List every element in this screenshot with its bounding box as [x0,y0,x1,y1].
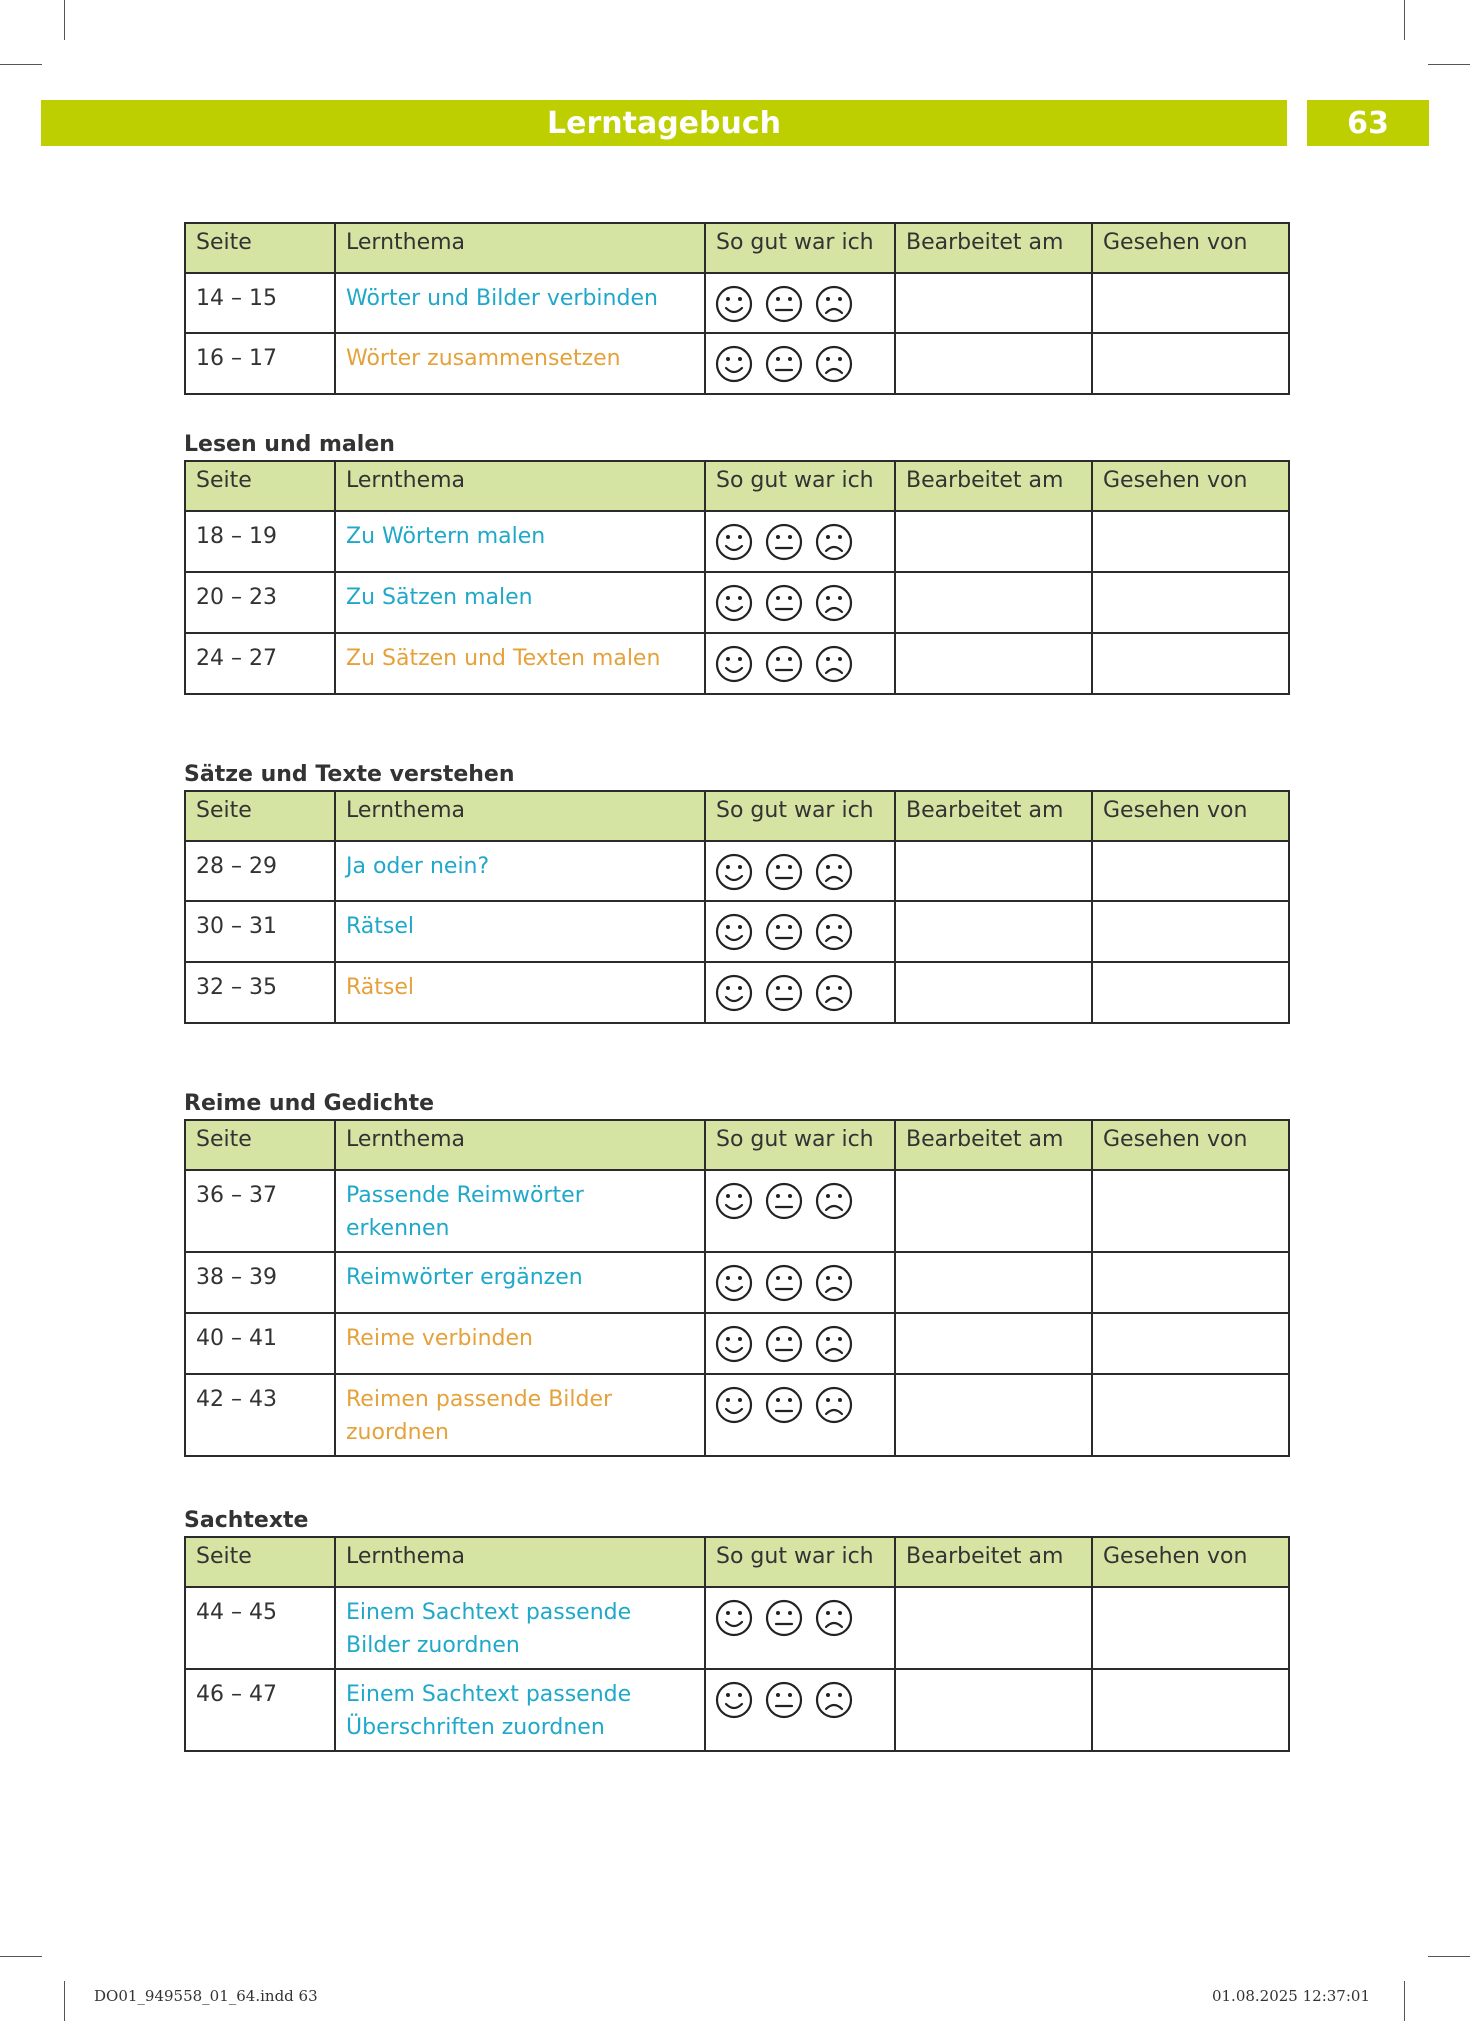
smiley-neutral-icon[interactable] [764,1680,804,1720]
smiley-sad-icon[interactable] [814,973,854,1013]
col-gesehen-von-header: Gesehen von [1092,1120,1289,1170]
rating-cell [705,841,895,901]
col-seite-header: Seite [185,223,335,273]
smiley-sad-icon[interactable] [814,1385,854,1425]
rating-cell [705,273,895,333]
page-range: 32 – 35 [185,962,335,1023]
topic-label: Wörter zusammensetzen [335,333,705,394]
smiley-neutral-icon[interactable] [764,344,804,384]
smiley-sad-icon[interactable] [814,852,854,892]
table-row [185,572,1289,633]
table-row [185,1587,1289,1669]
smiley-happy-icon[interactable] [714,912,754,952]
rating-cell [705,1170,895,1252]
col-seite-header: Seite [185,1120,335,1170]
smiley-happy-icon[interactable] [714,583,754,623]
smiley-happy-icon[interactable] [714,973,754,1013]
worked-on-cell[interactable] [895,962,1092,1023]
rating-cell [705,1669,895,1751]
page-range: 14 – 15 [185,273,335,333]
worked-on-cell[interactable] [895,273,1092,333]
worked-on-cell[interactable] [895,841,1092,901]
section-title: Sachtexte [184,1508,309,1533]
smiley-sad-icon[interactable] [814,583,854,623]
diary-table [184,1536,1290,1752]
smiley-sad-icon[interactable] [814,522,854,562]
table-row [185,333,1289,394]
topic-label: Zu Sätzen und Texten malen [335,633,705,694]
rating-cell [705,901,895,962]
table-row [185,1170,1289,1252]
rating-cell [705,333,895,394]
col-lernthema-header: Lernthema [335,223,705,273]
smiley-happy-icon[interactable] [714,644,754,684]
smiley-happy-icon[interactable] [714,1598,754,1638]
page-range: 42 – 43 [185,1374,335,1456]
rating-cell [705,1252,895,1313]
smiley-neutral-icon[interactable] [764,1263,804,1303]
seen-by-cell[interactable] [1092,273,1289,333]
col-seite-header: Seite [185,791,335,841]
smiley-sad-icon[interactable] [814,1598,854,1638]
topic-label: Einem Sachtext passende Überschriften zuordnen [335,1669,705,1751]
rating-cell [705,1313,895,1374]
col-lernthema-header: Lernthema [335,1120,705,1170]
col-lernthema-header: Lernthema [335,1537,705,1587]
page-range: 36 – 37 [185,1170,335,1252]
seen-by-cell[interactable] [1092,1313,1289,1374]
seen-by-cell[interactable] [1092,633,1289,694]
rating-cell [705,1587,895,1669]
page-title: Lerntagebuch [41,100,1287,146]
smiley-neutral-icon[interactable] [764,583,804,623]
rating-cell [705,511,895,572]
smiley-neutral-icon[interactable] [764,522,804,562]
section-3 [184,1089,1288,1457]
col-bearbeitet-am-header: Bearbeitet am [895,1537,1092,1587]
smiley-neutral-icon[interactable] [764,644,804,684]
section-title: Lesen und malen [184,432,395,457]
diary-table [184,222,1290,395]
smiley-neutral-icon[interactable] [764,284,804,324]
topic-label: Reimwörter ergänzen [335,1252,705,1313]
rating-cell [705,962,895,1023]
seen-by-cell[interactable] [1092,572,1289,633]
page-range: 40 – 41 [185,1313,335,1374]
worked-on-cell[interactable] [895,572,1092,633]
worked-on-cell[interactable] [895,511,1092,572]
crop-mark [64,1981,65,2021]
table-header-row [185,1537,1289,1587]
topic-label: Wörter und Bilder verbinden [335,273,705,333]
section-1 [184,430,1288,695]
col-lernthema-header: Lernthema [335,461,705,511]
crop-mark [1428,1956,1470,1957]
topic-label: Zu Sätzen malen [335,572,705,633]
table-header-row [185,1120,1289,1170]
smiley-happy-icon[interactable] [714,1680,754,1720]
col-bearbeitet-am-header: Bearbeitet am [895,461,1092,511]
table-row [185,962,1289,1023]
topic-label: Passende Reimwörter erkennen [335,1170,705,1252]
footer-file-info: DO01_949558_01_64.indd 63 [94,1987,318,2005]
topic-label: Zu Wörtern malen [335,511,705,572]
worked-on-cell[interactable] [895,1587,1092,1669]
seen-by-cell[interactable] [1092,1587,1289,1669]
diary-table [184,460,1290,695]
page-range: 16 – 17 [185,333,335,394]
page-range: 28 – 29 [185,841,335,901]
diary-table [184,790,1290,1024]
worked-on-cell[interactable] [895,1252,1092,1313]
page-range: 24 – 27 [185,633,335,694]
seen-by-cell[interactable] [1092,1374,1289,1456]
diary-table [184,1119,1290,1457]
col-lernthema-header: Lernthema [335,791,705,841]
worked-on-cell[interactable] [895,1374,1092,1456]
smiley-neutral-icon[interactable] [764,1181,804,1221]
col-seite-header: Seite [185,1537,335,1587]
topic-label: Ja oder nein? [335,841,705,901]
table-row [185,1374,1289,1456]
page-range: 38 – 39 [185,1252,335,1313]
table-header-row [185,461,1289,511]
col-so-gut-war-ich-header: So gut war ich [705,1120,895,1170]
smiley-sad-icon[interactable] [814,912,854,952]
smiley-happy-icon[interactable] [714,522,754,562]
topic-label: Rätsel [335,901,705,962]
seen-by-cell[interactable] [1092,901,1289,962]
col-seite-header: Seite [185,461,335,511]
topic-label: Einem Sachtext passende Bilder zuordnen [335,1587,705,1669]
table-row [185,841,1289,901]
col-so-gut-war-ich-header: So gut war ich [705,223,895,273]
col-so-gut-war-ich-header: So gut war ich [705,1537,895,1587]
worked-on-cell[interactable] [895,901,1092,962]
smiley-neutral-icon[interactable] [764,973,804,1013]
rating-cell [705,572,895,633]
footer-timestamp: 01.08.2025 12:37:01 [1211,1987,1370,2005]
smiley-sad-icon[interactable] [814,644,854,684]
smiley-neutral-icon[interactable] [764,1324,804,1364]
smiley-sad-icon[interactable] [814,1680,854,1720]
rating-cell [705,633,895,694]
smiley-happy-icon[interactable] [714,1263,754,1303]
smiley-happy-icon[interactable] [714,284,754,324]
col-bearbeitet-am-header: Bearbeitet am [895,223,1092,273]
smiley-sad-icon[interactable] [814,1324,854,1364]
page-range: 44 – 45 [185,1587,335,1669]
smiley-neutral-icon[interactable] [764,912,804,952]
smiley-neutral-icon[interactable] [764,852,804,892]
crop-mark [1404,1981,1405,2021]
section-2 [184,760,1288,1024]
smiley-happy-icon[interactable] [714,1385,754,1425]
worked-on-cell[interactable] [895,1669,1092,1751]
seen-by-cell[interactable] [1092,333,1289,394]
crop-mark [64,0,65,40]
page-range: 18 – 19 [185,511,335,572]
topic-label: Reimen passende Bilder zuordnen [335,1374,705,1456]
page-number: 63 [1307,100,1429,146]
col-bearbeitet-am-header: Bearbeitet am [895,1120,1092,1170]
page-range: 30 – 31 [185,901,335,962]
seen-by-cell[interactable] [1092,511,1289,572]
table-header-row [185,791,1289,841]
rating-cell [705,1374,895,1456]
col-gesehen-von-header: Gesehen von [1092,791,1289,841]
table-row [185,1313,1289,1374]
smiley-sad-icon[interactable] [814,1181,854,1221]
smiley-sad-icon[interactable] [814,344,854,384]
worked-on-cell[interactable] [895,1313,1092,1374]
seen-by-cell[interactable] [1092,1170,1289,1252]
table-row [185,273,1289,333]
crop-mark [1428,64,1470,65]
seen-by-cell[interactable] [1092,1669,1289,1751]
smiley-happy-icon[interactable] [714,344,754,384]
col-gesehen-von-header: Gesehen von [1092,1537,1289,1587]
seen-by-cell[interactable] [1092,841,1289,901]
table-header-row [185,223,1289,273]
topic-label: Rätsel [335,962,705,1023]
table-row [185,633,1289,694]
crop-mark [0,64,42,65]
crop-mark [0,1956,42,1957]
col-so-gut-war-ich-header: So gut war ich [705,791,895,841]
seen-by-cell[interactable] [1092,962,1289,1023]
worked-on-cell[interactable] [895,333,1092,394]
smiley-neutral-icon[interactable] [764,1385,804,1425]
table-row [185,1669,1289,1751]
crop-mark [1404,0,1405,40]
page-range: 46 – 47 [185,1669,335,1751]
smiley-happy-icon[interactable] [714,1181,754,1221]
col-so-gut-war-ich-header: So gut war ich [705,461,895,511]
smiley-sad-icon[interactable] [814,1263,854,1303]
smiley-happy-icon[interactable] [714,1324,754,1364]
col-gesehen-von-header: Gesehen von [1092,461,1289,511]
worked-on-cell[interactable] [895,633,1092,694]
section-title: Reime und Gedichte [184,1091,435,1116]
table-row [185,1252,1289,1313]
seen-by-cell[interactable] [1092,1252,1289,1313]
topic-label: Reime verbinden [335,1313,705,1374]
section-0 [184,222,1288,395]
col-bearbeitet-am-header: Bearbeitet am [895,791,1092,841]
smiley-sad-icon[interactable] [814,284,854,324]
worked-on-cell[interactable] [895,1170,1092,1252]
table-row [185,901,1289,962]
table-row [185,511,1289,572]
page-range: 20 – 23 [185,572,335,633]
smiley-happy-icon[interactable] [714,852,754,892]
smiley-neutral-icon[interactable] [764,1598,804,1638]
section-title: Sätze und Texte verstehen [184,762,515,787]
section-4 [184,1506,1288,1752]
col-gesehen-von-header: Gesehen von [1092,223,1289,273]
